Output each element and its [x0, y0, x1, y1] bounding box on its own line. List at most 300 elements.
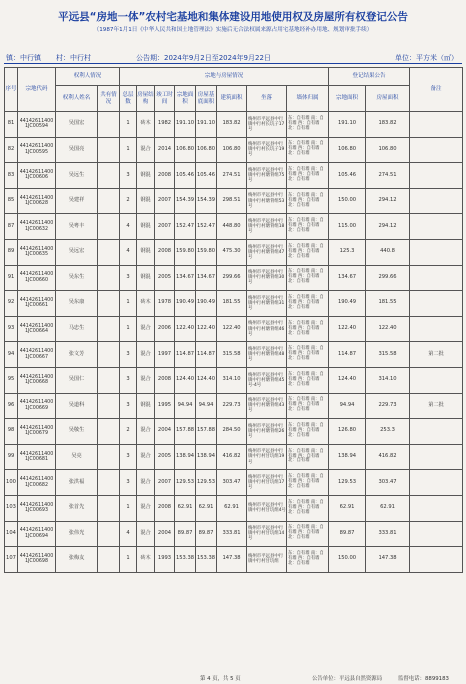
issuer-label: 公告单位：平远县自然资源局: [312, 676, 383, 682]
cell-reg-house-area: 147.38: [366, 547, 410, 573]
cell-base-area: 122.40: [196, 316, 217, 342]
cell-boundaries: 东：自有墙 南：自有墙 西：自有墙 北：自有墙: [287, 444, 329, 470]
cell-remark: [410, 188, 463, 214]
cell-completion: 1997: [155, 342, 175, 368]
header-floors: 总层数: [120, 86, 137, 112]
cell-boundaries: 东：自有墙 南：自有墙 西：自有墙 北：自有墙: [287, 112, 329, 138]
cell-owner: 张文芳: [56, 342, 98, 368]
header-location: 坐落: [247, 86, 287, 112]
cell-base-area: 94.94: [196, 393, 217, 419]
cell-shared: [98, 112, 120, 138]
cell-floors: 2: [120, 419, 137, 445]
cell-location: 梅州市平远县中行镇中行村甘坑组14号: [247, 521, 287, 547]
cell-location: 梅州市平远县中行镇中行村塘背组26号: [247, 419, 287, 445]
cell-building-area: 229.73: [217, 393, 247, 419]
cell-shared: [98, 393, 120, 419]
cell-remark: [410, 367, 463, 393]
cell-location: 梅州市平远县中行镇中行村塘背组75号: [247, 163, 287, 189]
unit-label: 单位：平方米（㎡）: [395, 54, 458, 62]
cell-reg-house-area: 183.82: [366, 112, 410, 138]
cell-building-area: 181.55: [217, 291, 247, 317]
cell-owner: 吴亮: [56, 444, 98, 470]
cell-remark: [410, 112, 463, 138]
cell-owner: 吴东康: [56, 291, 98, 317]
cell-parcel-area: 105.46: [175, 163, 196, 189]
cell-location: 梅州市平远县中行镇中行村塘背组45号-4号: [247, 367, 287, 393]
table-row: [5, 112, 463, 138]
cell-reg-parcel-area: 150.00: [329, 188, 366, 214]
cell-boundaries: 东：自有墙 南：自有墙 西：自有墙 北：自有墙: [287, 393, 329, 419]
cell-parcel-area: 138.94: [175, 444, 196, 470]
cell-boundaries: 东：自有墙 南：自有墙 西：自有墙 北：自有墙: [287, 342, 329, 368]
cell-reg-parcel-area: 190.49: [329, 291, 366, 317]
cell-parcel-code: 44142611400 1JC00635: [18, 239, 56, 265]
cell-shared: [98, 239, 120, 265]
cell-reg-parcel-area: 62.91: [329, 495, 366, 521]
page-title: 平远县“房地一体”农村宅基地和集体建设用地使用权及房屋所有权登记公告: [58, 11, 408, 23]
cell-building-area: 303.47: [217, 470, 247, 496]
cell-floors: 1: [120, 291, 137, 317]
cell-parcel-code: 44142611400 1JC00679: [18, 419, 56, 445]
cell-parcel-area: 94.94: [175, 393, 196, 419]
cell-floors: 3: [120, 163, 137, 189]
cell-location: 梅州市平远县中行镇中行村长坑子17号: [247, 112, 287, 138]
table-row: [5, 137, 463, 163]
cell-shared: [98, 188, 120, 214]
cell-building-area: 122.40: [217, 316, 247, 342]
cell-shared: [98, 521, 120, 547]
cell-completion: 2008: [155, 367, 175, 393]
cell-floors: 4: [120, 214, 137, 240]
cell-owner: 吴敬生: [56, 419, 98, 445]
table-row: [5, 470, 463, 496]
cell-seq: 87: [5, 214, 18, 240]
cell-seq: 82: [5, 137, 18, 163]
cell-remark: [410, 239, 463, 265]
cell-structure: 混合: [137, 470, 155, 496]
cell-reg-parcel-area: 114.87: [329, 342, 366, 368]
cell-boundaries: 东：自有墙 南：自有墙 西：自有墙 北：自有墙: [287, 265, 329, 291]
cell-seq: 103: [5, 495, 18, 521]
cell-base-area: 152.47: [196, 214, 217, 240]
cell-structure: 混合: [137, 137, 155, 163]
title-rule: [4, 63, 462, 64]
cell-reg-house-area: 253.3: [366, 419, 410, 445]
cell-owner: 吴国亮: [56, 137, 98, 163]
cell-reg-parcel-area: 124.40: [329, 367, 366, 393]
cell-building-area: 475.30: [217, 239, 247, 265]
cell-reg-parcel-area: 115.00: [329, 214, 366, 240]
cell-reg-house-area: 299.66: [366, 265, 410, 291]
cell-owner: 吴远宏: [56, 239, 98, 265]
cell-reg-house-area: 122.40: [366, 316, 410, 342]
cell-base-area: 106.80: [196, 137, 217, 163]
cell-building-area: 274.51: [217, 163, 247, 189]
cell-reg-house-area: 62.91: [366, 495, 410, 521]
cell-structure: 混合: [137, 316, 155, 342]
cell-remark: [410, 470, 463, 496]
cell-owner: 吴远生: [56, 163, 98, 189]
cell-shared: [98, 291, 120, 317]
cell-owner: 吴国仁: [56, 367, 98, 393]
cell-building-area: 333.81: [217, 521, 247, 547]
cell-reg-parcel-area: 89.87: [329, 521, 366, 547]
cell-floors: 1: [120, 112, 137, 138]
cell-boundaries: 东：自有墙 南：自有墙 西：自有墙 北：自有墙: [287, 470, 329, 496]
header-group-land-house: 宗地与房屋情况: [120, 68, 329, 86]
cell-completion: 2004: [155, 521, 175, 547]
cell-seq: 91: [5, 265, 18, 291]
cell-structure: 混合: [137, 342, 155, 368]
cell-seq: 89: [5, 239, 18, 265]
cell-remark: [410, 137, 463, 163]
cell-seq: 93: [5, 316, 18, 342]
cell-owner: 马忠生: [56, 316, 98, 342]
cell-floors: 1: [120, 316, 137, 342]
table-row: [5, 547, 463, 573]
cell-base-area: 153.38: [196, 547, 217, 573]
cell-remark: [410, 163, 463, 189]
cell-shared: [98, 214, 120, 240]
cell-reg-house-area: 314.10: [366, 367, 410, 393]
cell-location: 梅州市平远县中行镇中行村塘背组18号: [247, 214, 287, 240]
cell-seq: 98: [5, 419, 18, 445]
table-row: [5, 419, 463, 445]
cell-reg-parcel-area: 94.94: [329, 393, 366, 419]
cell-reg-house-area: 181.55: [366, 291, 410, 317]
cell-location: 梅州市平远县中行镇中行村甘坑组4号: [247, 495, 287, 521]
cell-reg-house-area: 229.73: [366, 393, 410, 419]
cell-parcel-area: 106.80: [175, 137, 196, 163]
cell-location: 梅州市平远县中行镇中行村塘背组48号: [247, 342, 287, 368]
cell-parcel-code: 44142611400 1JC00669: [18, 393, 56, 419]
cell-structure: 砖木: [137, 547, 155, 573]
cell-structure: 混合: [137, 521, 155, 547]
cell-location: 梅州市平远县中行镇中行村塘背组53号: [247, 188, 287, 214]
cell-structure: 砖木: [137, 112, 155, 138]
table-row: [5, 214, 463, 240]
table-row: [5, 342, 463, 368]
cell-reg-parcel-area: 134.67: [329, 265, 366, 291]
cell-parcel-area: 89.87: [175, 521, 196, 547]
cell-parcel-area: 191.10: [175, 112, 196, 138]
table-row: [5, 239, 463, 265]
cell-remark: [410, 521, 463, 547]
cell-remark: [410, 291, 463, 317]
page-subtitle: （1987年1月1日《中华人民共和国土地管理法》实施后无合法权属来源占用宅基地经补办用地、规划审批手续）: [93, 27, 373, 33]
cell-owner: 吴建祥: [56, 188, 98, 214]
cell-reg-house-area: 294.12: [366, 214, 410, 240]
cell-reg-house-area: 303.47: [366, 470, 410, 496]
cell-parcel-code: 44142611400 1JC00667: [18, 342, 56, 368]
header-reg-house-area: 房屋面积: [366, 86, 410, 112]
cell-remark: [410, 214, 463, 240]
cell-parcel-code: 44142611400 1JC00660: [18, 265, 56, 291]
cell-completion: 2008: [155, 495, 175, 521]
cell-floors: 1: [120, 547, 137, 573]
cell-seq: 94: [5, 342, 18, 368]
cell-parcel-code: 44142611400 1JC00661: [18, 291, 56, 317]
cell-seq: 95: [5, 367, 18, 393]
cell-parcel-area: 122.40: [175, 316, 196, 342]
cell-parcel-code: 44142611400 1JC00693: [18, 495, 56, 521]
cell-structure: 钢混: [137, 163, 155, 189]
cell-building-area: 314.10: [217, 367, 247, 393]
header-remarks: 备注: [410, 68, 463, 112]
table-row: [5, 444, 463, 470]
cell-seq: 107: [5, 547, 18, 573]
header-completion: 竣工时间: [155, 86, 175, 112]
cell-owner: 吴粤丰: [56, 214, 98, 240]
cell-completion: 1993: [155, 547, 175, 573]
cell-boundaries: 东：自有墙 南：自有墙 西：自有墙 北：自有墙: [287, 137, 329, 163]
cell-reg-parcel-area: 125.3: [329, 239, 366, 265]
cell-floors: 3: [120, 367, 137, 393]
cell-floors: 4: [120, 239, 137, 265]
table-row: [5, 393, 463, 419]
cell-parcel-area: 62.91: [175, 495, 196, 521]
cell-structure: 混合: [137, 495, 155, 521]
cell-parcel-area: 159.80: [175, 239, 196, 265]
table-row: [5, 291, 463, 317]
phone-label: 监督电话：8899183: [398, 676, 449, 682]
cell-boundaries: 东：自有墙 南：自有墙 西：自有墙 北：自有墙: [287, 214, 329, 240]
cell-boundaries: 东：自有墙 南：自有墙 西：自有墙 北：自有墙: [287, 239, 329, 265]
cell-owner: 吴国宏: [56, 112, 98, 138]
cell-floors: 3: [120, 265, 137, 291]
cell-floors: 1: [120, 137, 137, 163]
cell-parcel-code: 44142611400 1JC00668: [18, 367, 56, 393]
cell-seq: 99: [5, 444, 18, 470]
cell-shared: [98, 444, 120, 470]
cell-owner: 吴东生: [56, 265, 98, 291]
cell-reg-parcel-area: 129.53: [329, 470, 366, 496]
header-group-registration: 登记结果公告: [329, 68, 410, 86]
cell-shared: [98, 470, 120, 496]
cell-shared: [98, 419, 120, 445]
cell-shared: [98, 163, 120, 189]
cell-parcel-code: 44142611400 1JC00595: [18, 137, 56, 163]
cell-parcel-code: 44142611400 1JC00664: [18, 316, 56, 342]
town-label: 镇：中行镇: [6, 54, 41, 62]
cell-location: 梅州市平远县中行镇中行村塘背组47号: [247, 239, 287, 265]
cell-boundaries: 东：自有墙 南：自有墙 西：自有墙 北：自有墙: [287, 291, 329, 317]
cell-floors: 1: [120, 495, 137, 521]
cell-boundaries: 东：自有墙 南：自有墙 西：自有墙 北：自有墙: [287, 547, 329, 573]
header-shared: 共有情况: [98, 86, 120, 112]
cell-base-area: 124.40: [196, 367, 217, 393]
cell-floors: 3: [120, 393, 137, 419]
cell-floors: 3: [120, 444, 137, 470]
cell-base-area: 134.67: [196, 265, 217, 291]
cell-completion: 2007: [155, 214, 175, 240]
cell-seq: 83: [5, 163, 18, 189]
cell-parcel-code: 44142611400 1JC00694: [18, 521, 56, 547]
cell-building-area: 299.66: [217, 265, 247, 291]
cell-floors: 3: [120, 342, 137, 368]
cell-location: 梅州市平远县中行镇中行村塘背组31号: [247, 291, 287, 317]
cell-owner: 张洪福: [56, 470, 98, 496]
cell-reg-parcel-area: 122.40: [329, 316, 366, 342]
cell-remark: [410, 444, 463, 470]
cell-base-area: 190.49: [196, 291, 217, 317]
cell-completion: 2007: [155, 188, 175, 214]
cell-seq: 81: [5, 112, 18, 138]
cell-seq: 92: [5, 291, 18, 317]
cell-base-area: 191.10: [196, 112, 217, 138]
cell-completion: 2004: [155, 419, 175, 445]
cell-reg-house-area: 294.12: [366, 188, 410, 214]
cell-reg-parcel-area: 126.80: [329, 419, 366, 445]
cell-base-area: 129.53: [196, 470, 217, 496]
cell-location: 梅州市平远县中行镇中行村塘背组30号: [247, 265, 287, 291]
cell-base-area: 89.87: [196, 521, 217, 547]
cell-remark: [410, 547, 463, 573]
cell-building-area: 147.38: [217, 547, 247, 573]
table-row: [5, 367, 463, 393]
cell-parcel-code: 44142611400 1JC00698: [18, 547, 56, 573]
cell-building-area: 448.80: [217, 214, 247, 240]
cell-boundaries: 东：自有墙 南：自有墙 西：自有墙 北：自有墙: [287, 521, 329, 547]
cell-completion: 2006: [155, 316, 175, 342]
cell-floors: 3: [120, 470, 137, 496]
cell-structure: 砖木: [137, 291, 155, 317]
cell-reg-parcel-area: 138.94: [329, 444, 366, 470]
cell-boundaries: 东：自有墙 南：自有墙 西：自有墙 北：自有墙: [287, 316, 329, 342]
cell-parcel-area: 153.38: [175, 547, 196, 573]
cell-remark: 第二批: [410, 393, 463, 419]
cell-completion: 2005: [155, 444, 175, 470]
table-row: [5, 265, 463, 291]
cell-shared: [98, 316, 120, 342]
cell-location: 梅州市平远县中行镇中行村甘坑组19号: [247, 444, 287, 470]
cell-reg-parcel-area: 106.80: [329, 137, 366, 163]
cell-shared: [98, 495, 120, 521]
cell-remark: [410, 419, 463, 445]
cell-parcel-area: 134.67: [175, 265, 196, 291]
cell-location: 梅州市平远县中行镇中行村塘背组43号: [247, 393, 287, 419]
table-row: [5, 163, 463, 189]
registration-table: [4, 67, 463, 573]
cell-boundaries: 东：自有墙 南：自有墙 西：自有墙 北：自有墙: [287, 495, 329, 521]
cell-parcel-code: 44142611400 1JC00594: [18, 112, 56, 138]
cell-reg-house-area: 315.58: [366, 342, 410, 368]
cell-floors: 4: [120, 521, 137, 547]
cell-structure: 钢混: [137, 239, 155, 265]
cell-floors: 2: [120, 188, 137, 214]
header-parcel-area: 宗地面积: [175, 86, 196, 112]
cell-building-area: 183.82: [217, 112, 247, 138]
table-body: [5, 112, 463, 573]
cell-structure: 钢混: [137, 214, 155, 240]
cell-structure: 混合: [137, 444, 155, 470]
cell-completion: 2008: [155, 239, 175, 265]
cell-building-area: 298.51: [217, 188, 247, 214]
cell-completion: 1982: [155, 112, 175, 138]
header-parcel-code: 宗地代码: [18, 68, 56, 112]
table-row: [5, 188, 463, 214]
header-building-area: 建筑面积: [217, 86, 247, 112]
cell-shared: [98, 137, 120, 163]
cell-base-area: 105.46: [196, 163, 217, 189]
cell-parcel-area: 152.47: [175, 214, 196, 240]
village-label: 村：中行村: [56, 54, 91, 62]
period-label: 公告期：2024年9月2日至2024年9月22日: [136, 54, 271, 62]
cell-seq: 104: [5, 521, 18, 547]
cell-structure: 钢混: [137, 265, 155, 291]
cell-location: 梅州市平远县中行镇中行村甘坑组: [247, 547, 287, 573]
header-reg-parcel-area: 宗地面积: [329, 86, 366, 112]
cell-location: 梅州市平远县中行镇中行村塘背组46号: [247, 316, 287, 342]
cell-remark: [410, 265, 463, 291]
cell-completion: 2007: [155, 470, 175, 496]
cell-base-area: 157.88: [196, 419, 217, 445]
cell-completion: 2014: [155, 137, 175, 163]
cell-base-area: 138.94: [196, 444, 217, 470]
cell-structure: 钢混: [137, 188, 155, 214]
page-number: 第 4 页，共 5 页: [200, 676, 241, 682]
cell-owner: 吴道科: [56, 393, 98, 419]
cell-shared: [98, 342, 120, 368]
cell-owner: 张首先: [56, 495, 98, 521]
meta-line: [6, 40, 460, 64]
header-base-area: 房屋基底面积: [196, 86, 217, 112]
cell-reg-house-area: 440.8: [366, 239, 410, 265]
cell-building-area: 284.50: [217, 419, 247, 445]
cell-shared: [98, 265, 120, 291]
cell-parcel-area: 190.49: [175, 291, 196, 317]
header-owner: 权利人姓名: [56, 86, 98, 112]
cell-building-area: 106.80: [217, 137, 247, 163]
cell-reg-parcel-area: 105.46: [329, 163, 366, 189]
cell-building-area: 62.91: [217, 495, 247, 521]
cell-reg-house-area: 416.82: [366, 444, 410, 470]
cell-seq: 85: [5, 188, 18, 214]
cell-base-area: 154.39: [196, 188, 217, 214]
cell-reg-parcel-area: 150.00: [329, 547, 366, 573]
cell-boundaries: 东：自有墙 南：自有墙 西：自有墙 北：自有墙: [287, 419, 329, 445]
cell-completion: 1995: [155, 393, 175, 419]
header-seq: 序号: [5, 68, 18, 112]
cell-base-area: 159.80: [196, 239, 217, 265]
cell-structure: 钢混: [137, 393, 155, 419]
cell-parcel-area: 154.39: [175, 188, 196, 214]
cell-parcel-area: 157.88: [175, 419, 196, 445]
cell-structure: 混合: [137, 367, 155, 393]
cell-parcel-code: 44142611400 1JC00681: [18, 444, 56, 470]
header-boundaries: 墙体归属: [287, 86, 329, 112]
cell-parcel-code: 44142611400 1JC00682: [18, 470, 56, 496]
cell-seq: 96: [5, 393, 18, 419]
cell-location: 梅州市平远县中行镇中行村长坑子19号: [247, 137, 287, 163]
table-row: [5, 495, 463, 521]
cell-boundaries: 东：自有墙 南：自有墙 西：自有墙 北：自有墙: [287, 367, 329, 393]
cell-boundaries: 东：自有墙 南：自有墙 西：自有墙 北：自有墙: [287, 188, 329, 214]
cell-location: 梅州市平远县中行镇中行村甘坑组17号: [247, 470, 287, 496]
cell-reg-parcel-area: 191.10: [329, 112, 366, 138]
cell-owner: 张伟光: [56, 521, 98, 547]
cell-completion: 1978: [155, 291, 175, 317]
cell-base-area: 62.91: [196, 495, 217, 521]
cell-parcel-code: 44142611400 1JC00606: [18, 163, 56, 189]
cell-shared: [98, 367, 120, 393]
cell-structure: 混合: [137, 419, 155, 445]
cell-shared: [98, 547, 120, 573]
table-row: [5, 521, 463, 547]
cell-parcel-area: 129.53: [175, 470, 196, 496]
cell-parcel-code: 44142611400 1JC00632: [18, 214, 56, 240]
cell-parcel-code: 44142611400 1JC00628: [18, 188, 56, 214]
